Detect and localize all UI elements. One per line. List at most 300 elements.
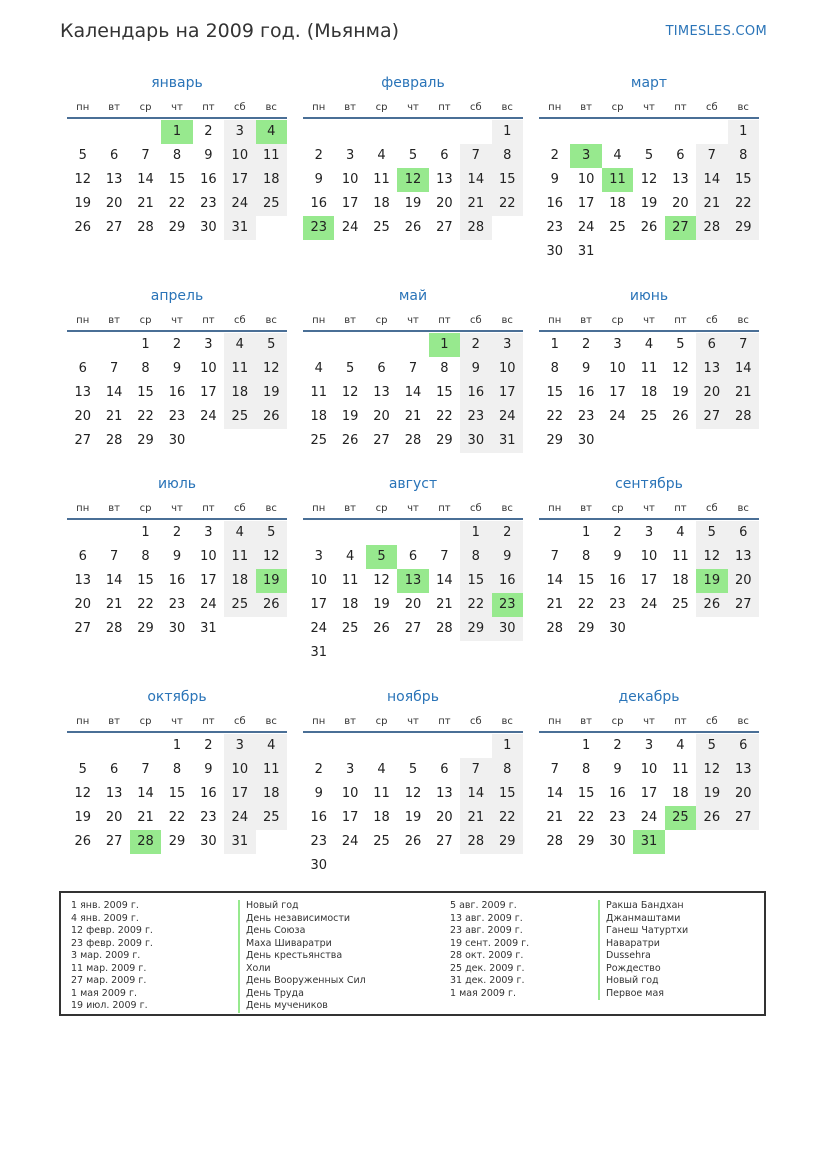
day-cell: 5	[696, 734, 727, 758]
holiday-legend	[59, 891, 766, 1016]
day-cell: 19	[640, 196, 658, 211]
day-cell: 28	[460, 216, 491, 240]
legend-holiday-name: Рождество	[598, 963, 688, 976]
legend-holiday-name: Новый год	[598, 975, 688, 988]
legend-holiday-name: Джанмаштами	[598, 913, 688, 926]
month-title: ноябрь	[387, 689, 439, 705]
empty-cell	[696, 120, 727, 144]
day-cell: 29	[492, 830, 523, 854]
day-cell: 10	[640, 762, 658, 777]
brand-link[interactable]: TIMESLES.COM	[665, 24, 767, 39]
month-title: апрель	[150, 288, 204, 304]
weekday-label: пн	[76, 502, 90, 514]
weekday-label: чт	[643, 314, 655, 326]
day-cell: 29	[546, 433, 563, 448]
weekday-label: пт	[202, 314, 215, 326]
empty-cell	[397, 333, 428, 357]
day-cell: 19	[404, 810, 422, 825]
day-cell: 12	[74, 172, 91, 187]
day-cell: 14	[460, 782, 491, 806]
day-cell: 6	[440, 148, 449, 163]
weekday-label: пт	[202, 715, 215, 727]
day-cell: 17	[640, 573, 658, 588]
day-cell: 30	[200, 834, 217, 849]
day-cell: 9	[613, 549, 622, 564]
empty-cell	[98, 120, 129, 144]
day-cell: 6	[109, 762, 119, 777]
holiday-day: 1	[429, 333, 460, 357]
legend-holiday-name: День мучеников	[238, 1000, 366, 1013]
holiday-day: 23	[492, 593, 523, 617]
day-cell: 14	[728, 357, 759, 381]
day-cell: 15	[168, 172, 186, 187]
day-cell: 28	[137, 220, 154, 235]
day-cell: 31	[492, 429, 523, 453]
day-cell: 27	[728, 806, 759, 830]
day-cell: 24	[640, 810, 658, 825]
holiday-day: 27	[665, 216, 696, 240]
days-grid	[303, 333, 523, 453]
weekday-label: ср	[139, 502, 152, 514]
day-cell: 14	[105, 385, 123, 400]
day-cell: 12	[404, 786, 422, 801]
day-cell: 19	[373, 597, 390, 612]
day-cell: 1	[172, 738, 182, 753]
day-cell: 11	[640, 361, 658, 376]
day-cell: 17	[224, 168, 255, 192]
day-cell: 25	[341, 621, 359, 636]
day-cell: 30	[460, 429, 491, 453]
day-cell: 18	[256, 782, 287, 806]
day-cell: 13	[696, 357, 727, 381]
day-cell: 8	[581, 549, 591, 564]
day-cell: 28	[460, 830, 491, 854]
month-4	[67, 286, 287, 453]
weekday-label: сб	[469, 502, 482, 514]
day-cell: 17	[640, 786, 658, 801]
day-cell: 1	[141, 525, 150, 540]
day-cell: 5	[696, 521, 727, 545]
empty-cell	[539, 120, 570, 144]
weekday-label: пн	[76, 715, 90, 727]
day-cell: 20	[404, 597, 422, 612]
day-cell: 21	[137, 810, 154, 825]
day-cell: 8	[581, 762, 591, 777]
day-cell: 22	[546, 409, 563, 424]
day-cell: 23	[609, 597, 626, 612]
day-cell: 25	[256, 806, 287, 830]
day-cell: 2	[550, 148, 559, 163]
day-cell: 8	[172, 762, 182, 777]
day-cell: 17	[341, 196, 359, 211]
day-cell: 14	[436, 573, 453, 588]
weekday-header	[539, 498, 759, 520]
day-cell: 17	[492, 381, 523, 405]
day-cell: 5	[78, 148, 87, 163]
day-cell: 15	[168, 786, 186, 801]
empty-cell	[397, 521, 428, 545]
empty-cell	[130, 734, 161, 758]
days-grid	[539, 521, 759, 641]
day-cell: 29	[728, 216, 759, 240]
weekday-label: вс	[737, 314, 749, 326]
day-cell: 24	[640, 597, 658, 612]
holiday-day: 3	[570, 144, 601, 168]
day-cell: 23	[609, 810, 626, 825]
day-cell: 9	[460, 357, 491, 381]
day-cell: 29	[168, 220, 186, 235]
day-cell: 24	[200, 409, 217, 424]
day-cell: 26	[256, 593, 287, 617]
empty-cell	[303, 333, 334, 357]
legend-holiday-name: День Труда	[238, 988, 366, 1001]
legend-names-right	[598, 900, 688, 1000]
day-cell: 22	[168, 810, 186, 825]
day-cell: 22	[728, 192, 759, 216]
month-title: октябрь	[147, 689, 207, 705]
day-cell: 25	[373, 220, 390, 235]
day-cell: 26	[696, 806, 727, 830]
day-cell: 17	[341, 810, 359, 825]
day-cell: 16	[492, 569, 523, 593]
day-cell: 14	[546, 786, 563, 801]
day-cell: 6	[109, 148, 119, 163]
empty-cell	[130, 120, 161, 144]
day-cell: 29	[577, 621, 595, 636]
empty-cell	[429, 120, 460, 144]
weekday-label: сб	[705, 502, 718, 514]
weekday-label: вс	[265, 101, 277, 113]
day-cell: 19	[696, 782, 727, 806]
day-cell: 17	[310, 597, 327, 612]
day-cell: 25	[310, 433, 327, 448]
day-cell: 23	[200, 196, 217, 211]
day-cell: 16	[310, 196, 327, 211]
weekday-header	[539, 711, 759, 733]
legend-holiday-name: Холи	[238, 963, 366, 976]
weekday-label: вт	[108, 715, 120, 727]
legend-date: 4 янв. 2009 г.	[71, 912, 139, 924]
weekday-label: сб	[469, 101, 482, 113]
day-cell: 8	[141, 549, 150, 564]
day-cell: 3	[314, 549, 323, 564]
weekday-label: ср	[611, 502, 624, 514]
day-cell: 14	[105, 573, 123, 588]
weekday-header	[67, 711, 287, 733]
holiday-day: 23	[303, 216, 334, 240]
weekday-label: сб	[233, 502, 246, 514]
day-cell: 9	[204, 148, 213, 163]
weekday-label: чт	[643, 502, 655, 514]
month-title: июль	[157, 476, 197, 492]
day-cell: 31	[577, 244, 595, 259]
legend-holiday-name: Ганеш Чатуртхи	[598, 925, 688, 938]
legend-date: 13 авг. 2009 г.	[450, 912, 523, 924]
legend-date: 1 мая 2009 г.	[71, 987, 137, 999]
day-cell: 2	[314, 762, 323, 777]
day-cell: 14	[137, 786, 154, 801]
day-cell: 25	[373, 834, 390, 849]
day-cell: 3	[492, 333, 523, 357]
day-cell: 3	[204, 525, 213, 540]
day-cell: 2	[581, 337, 591, 352]
day-cell: 25	[640, 409, 658, 424]
day-cell: 12	[672, 361, 689, 376]
empty-cell	[539, 734, 570, 758]
day-cell: 13	[728, 758, 759, 782]
day-cell: 9	[204, 762, 213, 777]
day-cell: 6	[676, 148, 685, 163]
month-2	[303, 73, 523, 240]
day-cell: 2	[172, 525, 182, 540]
weekday-label: ср	[375, 101, 388, 113]
weekday-header	[303, 711, 523, 733]
month-6	[539, 286, 759, 453]
empty-cell	[98, 521, 129, 545]
day-cell: 30	[200, 220, 217, 235]
day-cell: 9	[550, 172, 559, 187]
day-cell: 19	[341, 409, 359, 424]
day-cell: 13	[105, 786, 123, 801]
day-cell: 4	[377, 148, 386, 163]
day-cell: 9	[581, 361, 591, 376]
month-3	[539, 73, 759, 264]
day-cell: 21	[436, 597, 453, 612]
month-title: декабрь	[618, 689, 680, 705]
day-cell: 10	[492, 357, 523, 381]
day-cell: 21	[137, 196, 154, 211]
holiday-day: 11	[602, 168, 633, 192]
legend-holiday-name: День крестьянства	[238, 950, 366, 963]
day-cell: 19	[74, 810, 91, 825]
legend-date: 11 мар. 2009 г.	[71, 962, 147, 974]
day-cell: 20	[373, 409, 390, 424]
month-7	[67, 474, 287, 641]
day-cell: 8	[141, 361, 150, 376]
day-cell: 23	[200, 810, 217, 825]
day-cell: 23	[460, 405, 491, 429]
legend-holiday-name: Первое мая	[598, 988, 688, 1001]
day-cell: 25	[609, 220, 626, 235]
weekday-label: пн	[76, 101, 90, 113]
day-cell: 21	[404, 409, 422, 424]
month-title: август	[388, 476, 438, 492]
day-cell: 4	[224, 333, 255, 357]
day-cell: 22	[137, 597, 154, 612]
day-cell: 12	[256, 545, 287, 569]
day-cell: 13	[436, 172, 453, 187]
day-cell: 23	[168, 597, 186, 612]
empty-cell	[98, 333, 129, 357]
day-cell: 2	[204, 738, 213, 753]
empty-cell	[665, 120, 696, 144]
day-cell: 27	[105, 834, 123, 849]
empty-cell	[67, 333, 98, 357]
day-cell: 20	[105, 196, 123, 211]
day-cell: 27	[436, 834, 453, 849]
day-cell: 26	[404, 834, 422, 849]
day-cell: 20	[696, 381, 727, 405]
weekday-label: пт	[438, 314, 451, 326]
day-cell: 2	[492, 521, 523, 545]
month-1	[67, 73, 287, 240]
holiday-day: 19	[696, 569, 727, 593]
day-cell: 7	[460, 758, 491, 782]
weekday-label: вс	[265, 314, 277, 326]
empty-cell	[67, 521, 98, 545]
day-cell: 30	[168, 433, 186, 448]
legend-date: 3 мар. 2009 г.	[71, 950, 141, 961]
day-cell: 29	[577, 834, 595, 849]
day-cell: 28	[728, 405, 759, 429]
day-cell: 28	[436, 621, 453, 636]
weekday-label: ср	[611, 715, 624, 727]
holiday-day: 5	[366, 545, 397, 569]
day-cell: 18	[224, 381, 255, 405]
day-cell: 27	[74, 433, 91, 448]
weekday-label: вт	[108, 314, 120, 326]
day-cell: 16	[609, 786, 626, 801]
day-cell: 11	[341, 573, 359, 588]
weekday-label: чт	[171, 314, 183, 326]
empty-cell	[602, 120, 633, 144]
month-9	[539, 474, 759, 641]
day-cell: 6	[728, 734, 759, 758]
day-cell: 15	[728, 168, 759, 192]
day-cell: 30	[609, 834, 626, 849]
day-cell: 16	[546, 196, 563, 211]
day-cell: 6	[377, 361, 386, 376]
day-cell: 15	[492, 168, 523, 192]
day-cell: 28	[105, 433, 123, 448]
day-cell: 6	[78, 361, 87, 376]
month-12	[539, 687, 759, 854]
day-cell: 17	[224, 782, 255, 806]
day-cell: 3	[204, 337, 213, 352]
day-cell: 4	[613, 148, 622, 163]
page-title: Календарь на 2009 год. (Мьянма)	[60, 20, 400, 42]
weekday-label: вт	[580, 101, 592, 113]
legend-date: 1 янв. 2009 г.	[71, 900, 139, 911]
day-cell: 5	[408, 762, 418, 777]
day-cell: 12	[696, 758, 727, 782]
weekday-label: ср	[139, 101, 152, 113]
legend-holiday-name: День Союза	[238, 925, 366, 938]
empty-cell	[98, 734, 129, 758]
day-cell: 19	[256, 381, 287, 405]
day-cell: 31	[224, 830, 255, 854]
day-cell: 27	[404, 621, 422, 636]
day-cell: 7	[141, 148, 150, 163]
day-cell: 9	[492, 545, 523, 569]
day-cell: 7	[728, 333, 759, 357]
weekday-label: вс	[737, 715, 749, 727]
day-cell: 15	[460, 569, 491, 593]
day-cell: 21	[460, 806, 491, 830]
day-cell: 29	[460, 617, 491, 641]
day-cell: 26	[74, 220, 91, 235]
weekday-label: пн	[548, 314, 562, 326]
day-cell: 9	[172, 361, 182, 376]
weekday-label: чт	[171, 715, 183, 727]
day-cell: 4	[676, 738, 685, 753]
day-cell: 16	[609, 573, 626, 588]
weekday-label: вс	[501, 101, 513, 113]
day-cell: 16	[168, 573, 186, 588]
day-cell: 10	[609, 361, 626, 376]
day-cell: 22	[577, 597, 595, 612]
day-cell: 20	[436, 196, 453, 211]
day-cell: 30	[546, 244, 563, 259]
empty-cell	[303, 734, 334, 758]
days-grid	[67, 521, 287, 641]
weekday-label: пт	[438, 715, 451, 727]
empty-cell	[334, 333, 365, 357]
legend-date: 12 февр. 2009 г.	[71, 925, 153, 936]
weekday-label: чт	[643, 715, 655, 727]
day-cell: 27	[105, 220, 123, 235]
days-grid	[67, 120, 287, 240]
day-cell: 26	[640, 220, 658, 235]
day-cell: 22	[168, 196, 186, 211]
days-grid	[303, 734, 523, 878]
day-cell: 7	[109, 549, 119, 564]
day-cell: 24	[341, 834, 359, 849]
weekday-label: пт	[674, 715, 687, 727]
day-cell: 18	[640, 385, 658, 400]
day-cell: 7	[440, 549, 449, 564]
weekday-label: ср	[375, 502, 388, 514]
holiday-day: 28	[130, 830, 161, 854]
weekday-label: пт	[202, 101, 215, 113]
day-cell: 3	[644, 525, 654, 540]
day-cell: 29	[137, 433, 154, 448]
day-cell: 28	[404, 433, 422, 448]
day-cell: 8	[492, 144, 523, 168]
weekday-label: вс	[501, 314, 513, 326]
day-cell: 13	[728, 545, 759, 569]
weekday-label: вт	[580, 314, 592, 326]
day-cell: 1	[492, 120, 523, 144]
day-cell: 26	[256, 405, 287, 429]
days-grid	[539, 734, 759, 854]
day-cell: 13	[74, 385, 91, 400]
day-cell: 1	[581, 738, 591, 753]
day-cell: 26	[373, 621, 390, 636]
day-cell: 4	[224, 521, 255, 545]
day-cell: 28	[696, 216, 727, 240]
weekday-label: вт	[580, 502, 592, 514]
day-cell: 18	[224, 569, 255, 593]
day-cell: 31	[200, 621, 217, 636]
holiday-day: 1	[161, 120, 192, 144]
day-cell: 12	[256, 357, 287, 381]
day-cell: 19	[74, 196, 91, 211]
day-cell: 7	[696, 144, 727, 168]
day-cell: 3	[345, 762, 355, 777]
weekday-header	[303, 498, 523, 520]
weekday-header	[67, 310, 287, 332]
day-cell: 28	[105, 621, 123, 636]
legend-date: 27 мар. 2009 г.	[71, 975, 147, 986]
empty-cell	[397, 734, 428, 758]
day-cell: 13	[436, 786, 453, 801]
day-cell: 24	[341, 220, 359, 235]
day-cell: 21	[546, 810, 563, 825]
weekday-header	[67, 498, 287, 520]
weekday-label: вт	[108, 502, 120, 514]
day-cell: 26	[341, 433, 359, 448]
